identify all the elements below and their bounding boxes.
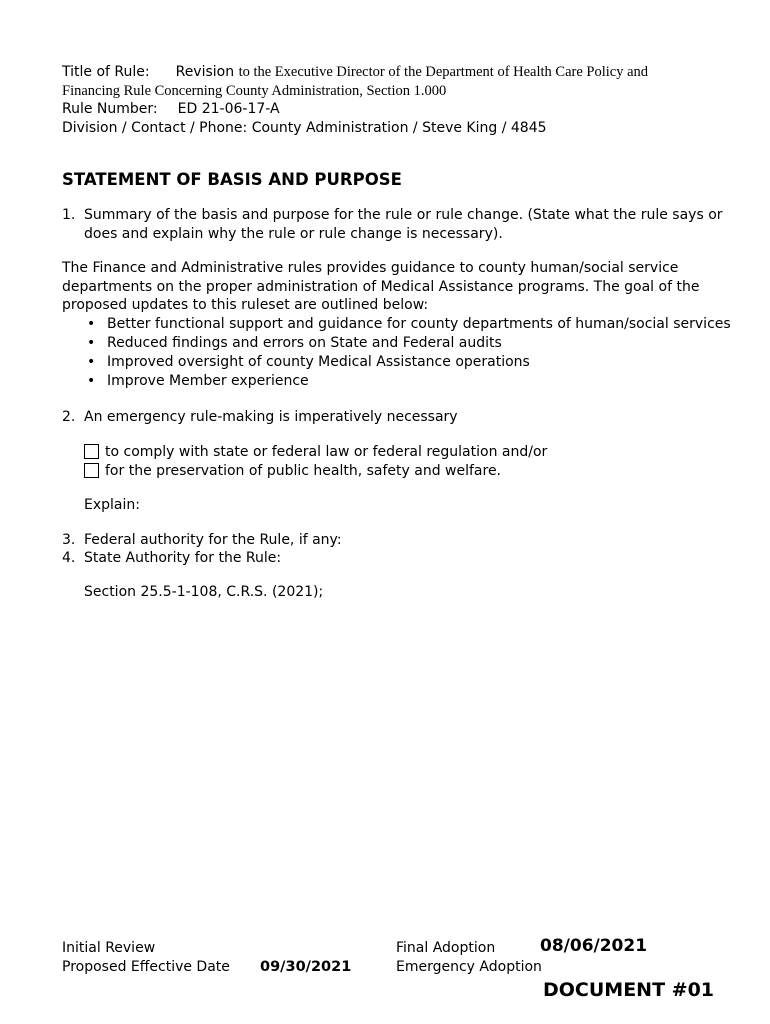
- title-label: Title of Rule:: [62, 64, 150, 80]
- item-1-line1: Summary of the basis and purpose for the rule or rule change. (State what the rule says or: [84, 207, 723, 223]
- rule-number-line: [62, 100, 280, 119]
- item-3-number: 3.: [62, 532, 76, 548]
- title-value-rest: to the Executive Director of the Department of Health Care Policy and: [238, 64, 649, 80]
- title-of-rule-line1: [62, 63, 648, 82]
- checkbox-public-health[interactable]: [84, 463, 99, 478]
- checkbox-row-2: [84, 462, 501, 481]
- checkbox-comply-law[interactable]: [84, 444, 99, 459]
- bullet-item: • Improve Member experience: [62, 372, 731, 391]
- state-authority-citation: Section 25.5-1-108, C.R.S. (2021);: [84, 584, 324, 600]
- checkbox-row-1: [84, 443, 547, 462]
- title-value-start: Revision: [175, 64, 235, 80]
- checkbox-1-label: to comply with state or federal law or federal regulation and/or: [105, 444, 548, 460]
- division-value: County Administration / Steve King / 4845: [251, 120, 547, 136]
- item-1-number: 1.: [62, 207, 76, 223]
- body-paragraph-line1: The Finance and Administrative rules provides guidance to county human/social service: [62, 260, 679, 276]
- bullet-list: [62, 315, 731, 391]
- final-adoption-label: Final Adoption: [396, 940, 496, 956]
- checkbox-2-label: for the preservation of public health, safety and welfare.: [105, 463, 502, 479]
- rule-number-label: Rule Number:: [62, 101, 158, 117]
- emergency-adoption-label: Emergency Adoption: [396, 959, 542, 975]
- statement-heading: STATEMENT OF BASIS AND PURPOSE: [62, 170, 402, 189]
- initial-review-label: Initial Review: [62, 940, 156, 956]
- item-2-number: 2.: [62, 409, 76, 425]
- body-paragraph-line3: proposed updates to this ruleset are outlined below:: [62, 297, 429, 313]
- item-4-number: 4.: [62, 550, 76, 566]
- bullet-item: • Improved oversight of county Medical Assistance operations: [62, 353, 731, 372]
- final-adoption-date: 08/06/2021: [540, 936, 648, 956]
- item-2-text: An emergency rule-making is imperatively necessary: [84, 409, 458, 425]
- proposed-effective-date: 09/30/2021: [260, 959, 352, 975]
- bullet-item: • Better functional support and guidance for county departments of human/social services: [62, 315, 731, 334]
- rule-number-value: ED 21-06-17-A: [177, 101, 280, 117]
- division-label: Division / Contact / Phone:: [62, 120, 248, 136]
- explain-label: Explain:: [84, 497, 140, 513]
- item-3-text: Federal authority for the Rule, if any:: [84, 532, 342, 548]
- document-number: DOCUMENT #01: [543, 979, 715, 1001]
- bullet-item: • Reduced findings and errors on State and Federal audits: [62, 334, 731, 353]
- item-1: [62, 206, 75, 225]
- title-of-rule-line2: Financing Rule Concerning County Administration, Section 1.000: [62, 83, 447, 99]
- proposed-effective-label: Proposed Effective Date: [62, 959, 230, 975]
- division-contact-line: [62, 119, 547, 138]
- body-paragraph-line2: departments on the proper administration of Medical Assistance programs. The goal of the: [62, 279, 700, 295]
- item-4-text: State Authority for the Rule:: [84, 550, 282, 566]
- item-1-line2: does and explain why the rule or rule change is necessary).: [84, 226, 503, 242]
- section-heading: [62, 170, 402, 189]
